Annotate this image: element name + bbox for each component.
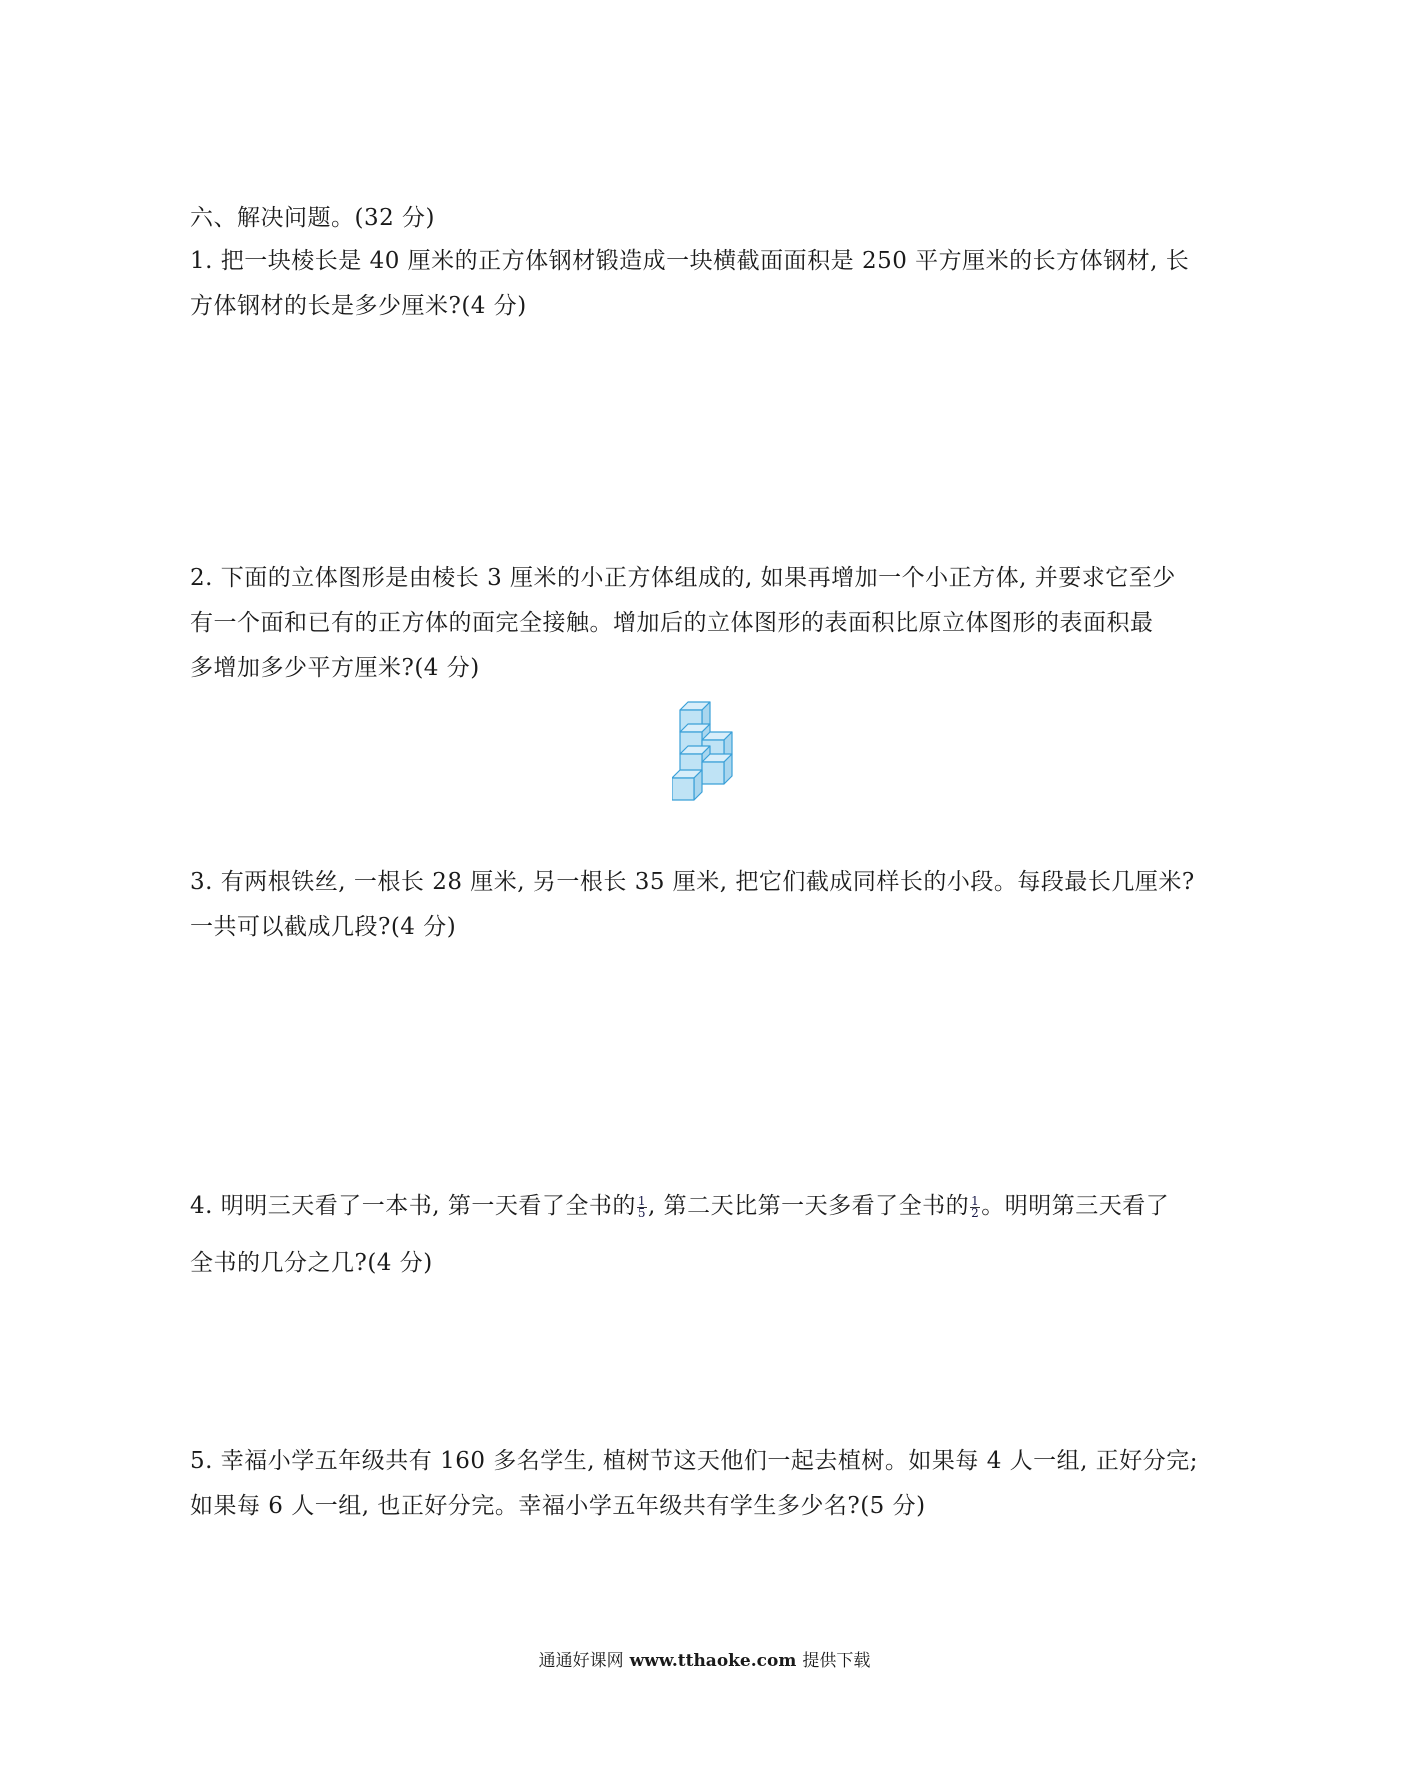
cube-stack-figure <box>672 694 742 804</box>
fraction-1-denominator: 5 <box>637 1205 647 1220</box>
cube-lower-right <box>702 754 732 784</box>
question-1-line-1: 1. 把一块棱长是 40 厘米的正方体钢材锻造成一块横截面面积是 250 平方厘米的长方体钢材, 长 <box>190 248 1190 274</box>
cube-face <box>702 762 724 784</box>
page-footer <box>0 1646 1409 1671</box>
fraction-one-half <box>970 1193 980 1220</box>
footer-left-text: 通通好课网 <box>538 1651 624 1671</box>
section-title: 六、解决问题。(32 分) <box>190 205 436 231</box>
question-3-line-1: 3. 有两根铁丝, 一根长 28 厘米, 另一根长 35 厘米, 把它们截成同样长的小段。每段最长几厘米? <box>190 869 1195 895</box>
footer-right-text: 提供下载 <box>802 1651 871 1671</box>
question-4-line-1 <box>190 1190 1169 1222</box>
footer-site-link[interactable]: www.tthaoke.com <box>629 1651 797 1671</box>
question-1-line-2: 方体钢材的长是多少厘米?(4 分) <box>190 293 527 319</box>
cube-front-bottom <box>672 770 702 800</box>
fraction-one-fifth <box>637 1193 647 1220</box>
question-4-line-2: 全书的几分之几?(4 分) <box>190 1250 433 1276</box>
question-5-line-2: 如果每 6 人一组, 也正好分完。幸福小学五年级共有学生多少名?(5 分) <box>190 1493 926 1519</box>
cube-stack-icon <box>672 694 742 804</box>
question-4-text-a: 4. 明明三天看了一本书, 第一天看了全书的 <box>190 1193 636 1219</box>
question-3-line-2: 一共可以截成几段?(4 分) <box>190 914 457 940</box>
fraction-2-numerator: 1 <box>971 1193 980 1208</box>
cube-face <box>672 778 694 800</box>
question-4-text-b: , 第二天比第一天多看了全书的 <box>648 1193 970 1219</box>
fraction-2-denominator: 2 <box>971 1205 980 1220</box>
question-4-text-c: 。明明第三天看了 <box>981 1193 1170 1219</box>
fraction-1-numerator: 1 <box>637 1193 647 1208</box>
question-2-line-3: 多增加多少平方厘米?(4 分) <box>190 655 480 681</box>
question-2-line-1: 2. 下面的立体图形是由棱长 3 厘米的小正方体组成的, 如果再增加一个小正方体, 并要求它至少 <box>190 565 1176 591</box>
question-2-line-2: 有一个面和已有的正方体的面完全接触。增加后的立体图形的表面积比原立体图形的表面积最 <box>190 610 1154 636</box>
question-5-line-1: 5. 幸福小学五年级共有 160 多名学生, 植树节这天他们一起去植树。如果每 4 人一组, 正好分完; <box>190 1448 1199 1474</box>
